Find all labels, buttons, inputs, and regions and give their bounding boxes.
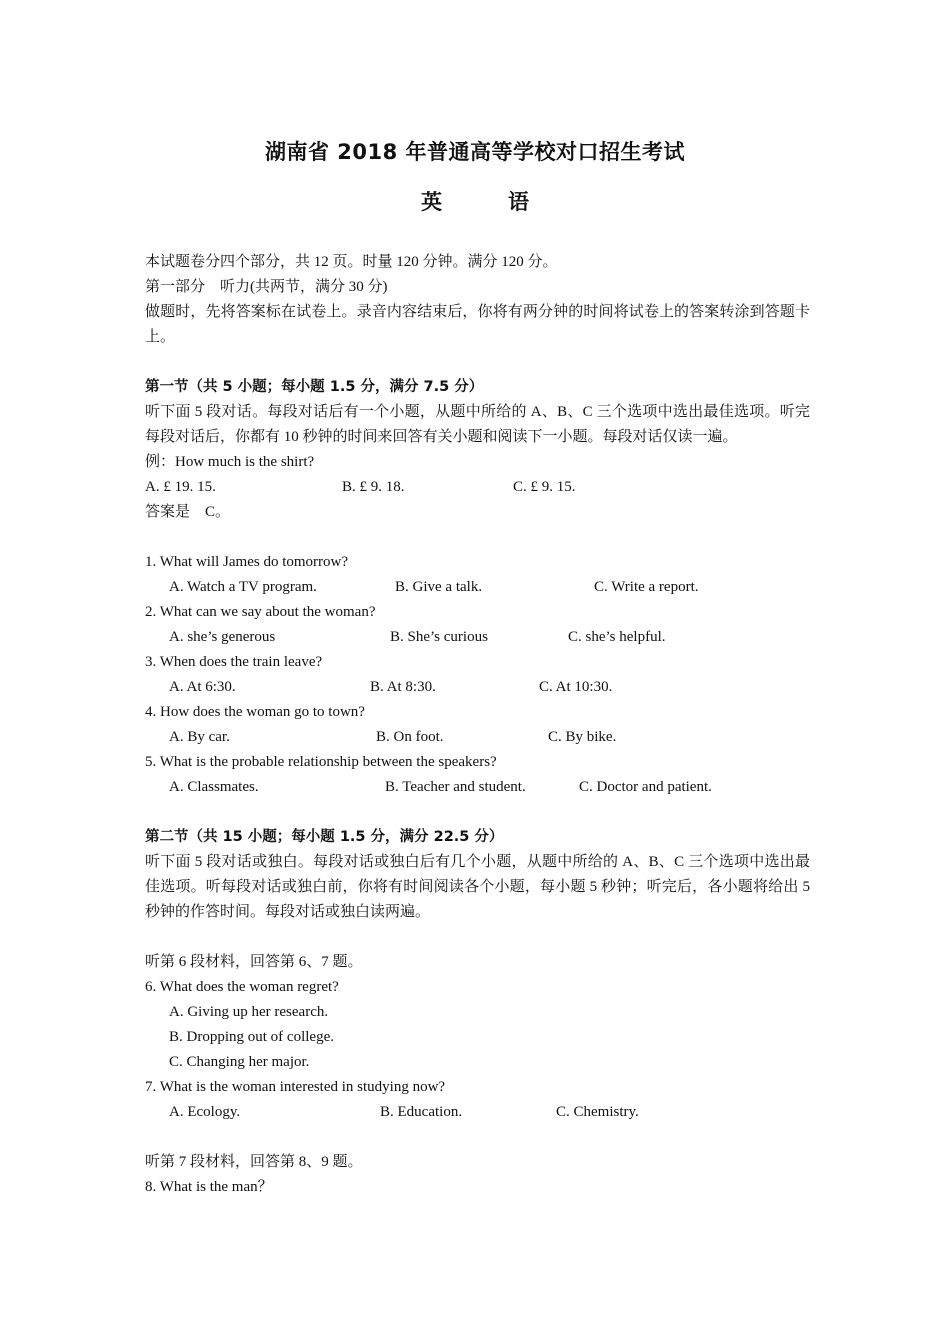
q7-option-b: B. Education. [380, 1104, 463, 1120]
q2-option-b: B. She’s curious [390, 629, 488, 645]
question-1: 1. What will James do tomorrow? [145, 554, 349, 570]
subject-char-1: 英 [421, 190, 442, 214]
example-option-a: A. £ 19. 15. [145, 479, 216, 495]
q2-option-a: A. she’s generous [169, 629, 276, 645]
example-answer: 答案是 C。 [145, 504, 231, 520]
example-option-c: C. £ 9. 15. [513, 479, 576, 495]
question-8: 8. What is the man？ [145, 1179, 273, 1195]
q7-option-c: C. Chemistry. [556, 1104, 639, 1120]
section2-heading: 第二节（共 15 小题；每小题 1.5 分，满分 22.5 分） [145, 829, 504, 845]
q4-option-a: A. By car. [169, 729, 230, 745]
q2-option-c: C. she’s helpful. [568, 629, 666, 645]
question-3-options [145, 675, 810, 700]
q4-option-b: B. On foot. [376, 729, 444, 745]
q6-option-c: C. Changing her major. [169, 1054, 310, 1070]
q5-option-c: C. Doctor and patient. [579, 779, 712, 795]
question-4: 4. How does the woman go to town? [145, 704, 365, 720]
question-1-options [145, 575, 810, 600]
intro-line-3: 做题时，先将答案标在试卷上。录音内容结束后，你将有两分钟的时间将试卷上的答案转涂到答题卡上。 [145, 304, 810, 345]
q3-option-c: C. At 10:30. [539, 679, 613, 695]
q4-option-c: C. By bike. [548, 729, 617, 745]
example-options [145, 475, 810, 500]
section1-heading: 第一节（共 5 小题；每小题 1.5 分，满分 7.5 分） [145, 379, 484, 395]
section2-instructions: 听下面 5 段对话或独白。每段对话或独白后有几个小题，从题中所给的 A、B、C 三个选项中选出最佳选项。听每段对话或独白前，你将有时间阅读各个小题，每小题 5 秒钟；听完后，各小题将给出 5 秒钟的作答时间。每段对话或独白读两遍。 [145, 854, 810, 920]
q1-option-b: B. Give a talk. [395, 579, 483, 595]
question-2: 2. What can we say about the woman? [145, 604, 376, 620]
q3-option-a: A. At 6:30. [169, 679, 236, 695]
q7-option-a: A. Ecology. [169, 1104, 241, 1120]
question-4-options [145, 725, 810, 750]
intro-line-1: 本试题卷分四个部分，共 12 页。时量 120 分钟。满分 120 分。 [145, 254, 558, 270]
material7-label: 听第 7 段材料，回答第 8、9 题。 [145, 1154, 363, 1170]
subject-char-2: 语 [508, 190, 529, 214]
q6-option-b: B. Dropping out of college. [169, 1029, 334, 1045]
q5-option-b: B. Teacher and student. [385, 779, 526, 795]
q5-option-a: A. Classmates. [169, 779, 259, 795]
intro-line-2: 第一部分 听力(共两节，满分 30 分) [145, 279, 388, 295]
question-5: 5. What is the probable relationship between the speakers? [145, 754, 497, 770]
question-6: 6. What does the woman regret? [145, 979, 339, 995]
q3-option-b: B. At 8:30. [370, 679, 436, 695]
question-3: 3. When does the train leave? [145, 654, 323, 670]
question-2-options [145, 625, 810, 650]
subject-title [0, 186, 950, 216]
exam-body [145, 250, 810, 1200]
question-7-options [145, 1100, 810, 1125]
material6-label: 听第 6 段材料，回答第 6、7 题。 [145, 954, 363, 970]
q6-option-a: A. Giving up her research. [169, 1004, 329, 1020]
q1-option-a: A. Watch a TV program. [169, 579, 317, 595]
question-5-options [145, 775, 810, 800]
page-title: 湖南省 2018 年普通高等学校对口招生考试 [264, 140, 686, 164]
q1-option-c: C. Write a report. [594, 579, 699, 595]
question-7: 7. What is the woman interested in studying now? [145, 1079, 446, 1095]
example-question: 例：How much is the shirt? [145, 454, 315, 470]
example-option-b: B. £ 9. 18. [342, 479, 405, 495]
section1-instructions: 听下面 5 段对话。每段对话后有一个小题，从题中所给的 A、B、C 三个选项中选出最佳选项。听完每段对话后，你都有 10 秒钟的时间来回答有关小题和阅读下一小题。每段对话仅读一遍。 [145, 404, 810, 445]
